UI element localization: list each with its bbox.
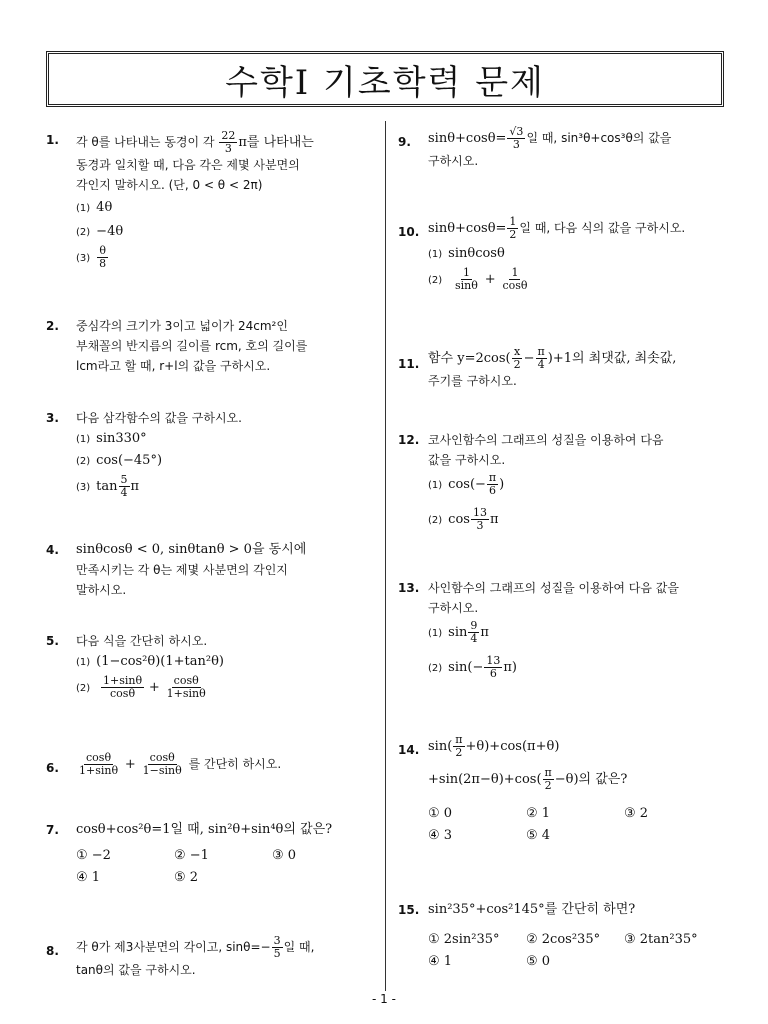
answer-choices — [428, 804, 728, 846]
question-text: 구하시오. — [428, 601, 479, 615]
subquestion: sinθcosθ — [448, 246, 505, 261]
question-10: 10. sinθ+cosθ= $\frac{1}{2}$ 일 때, 다음 식의 값을 구하시오. (1) sinθcosθ (2) $\frac{1}{\sin\theta}$ + $\frac{1}{\cos\theta}$ — [398, 215, 686, 292]
question-text: 각 θ가 제3사분면의 각이고, sinθ=− — [76, 940, 271, 954]
question-number: 15. — [398, 903, 420, 917]
subquestion: −4θ — [96, 224, 124, 239]
fraction: $\frac{1}{\sin\theta}$ — [455, 266, 478, 292]
choice[interactable]: ② 2cos²35° — [526, 932, 601, 947]
question-number: 9. — [398, 135, 411, 149]
fraction: $\frac{1}{2}$ — [509, 215, 517, 241]
subquestion: sin330° — [96, 431, 147, 446]
question-text: 중심각의 크기가 3이고 넓이가 24cm²인 — [76, 319, 288, 333]
choice[interactable]: ⑤ 4 — [526, 828, 551, 843]
question-number: 6. — [46, 761, 59, 775]
question-text: 주기를 구하시오. — [428, 374, 517, 388]
question-text: 동경과 일치할 때, 다음 각은 제몇 사분면의 — [76, 158, 300, 172]
question-text: 다음 식을 간단히 하시오. — [76, 634, 208, 648]
question-text: 만족시키는 각 θ는 제몇 사분면의 각인지 — [76, 563, 288, 577]
question-text: 부채꼴의 반지름의 길이를 rcm, 호의 길이를 — [76, 339, 308, 353]
question-number: 10. — [398, 225, 420, 239]
question-text: sin²35°+cos²145°를 간단히 하면? — [428, 902, 636, 917]
question-number: 7. — [46, 823, 59, 837]
page-number: - 1 - — [372, 992, 396, 1006]
subquestion: 4θ — [96, 200, 113, 215]
subquestion: (1−cos²θ)(1+tan²θ) — [96, 654, 224, 669]
question-12: 12. 코사인함수의 그래프의 성질을 이용하여 다음 값을 구하시오. (1) cos(− $\frac{\pi}{6}$ ) (2) cos $\frac{13}{3}$ π — [398, 430, 728, 532]
fraction: $\frac{√3}{3}$ — [509, 125, 524, 151]
fraction: $\frac{\cos\theta}{1+\sin\theta}$ — [79, 751, 119, 777]
question-text: 를 간단히 하시오. — [188, 757, 282, 771]
choice[interactable]: ① 0 — [428, 806, 453, 821]
question-number: 4. — [46, 543, 59, 557]
question-text: 일 때, 다음 식의 값을 구하시오. — [519, 221, 686, 235]
question-text: 코사인함수의 그래프의 성질을 이용하여 다음 — [428, 433, 664, 447]
question-text: 말하시오. — [76, 583, 127, 597]
subquestion: $\frac{\theta}{8}$ — [99, 244, 107, 270]
question-text: sinθcosθ < 0, sinθtanθ > 0을 동시에 — [76, 542, 307, 557]
choice[interactable]: ② 1 — [526, 806, 551, 821]
question-number: 5. — [46, 634, 59, 648]
question-number: 14. — [398, 743, 420, 757]
question-text: 구하시오. — [428, 154, 479, 168]
fraction: $\frac{3}{5}$ — [273, 934, 281, 960]
question-text: 사인함수의 그래프의 성질을 이용하여 다음 값을 — [428, 581, 679, 595]
question-4 — [46, 540, 376, 600]
choice[interactable]: ② −1 — [174, 848, 209, 863]
question-text: 일 때, sin³θ+cos³θ의 값을 — [526, 131, 672, 145]
answer-choices — [76, 846, 376, 888]
page-title: 수학Ⅰ 기초학력 문제 — [225, 62, 545, 103]
fraction: $\frac{\cos\theta}{1-\sin\theta}$ — [142, 751, 182, 777]
choice[interactable]: ① −2 — [76, 848, 111, 863]
question-text: 값을 구하시오. — [428, 453, 506, 467]
choice[interactable]: ③ 0 — [272, 848, 297, 863]
question-5: 5. 다음 식을 간단히 하시오. (1) (1−cos²θ)(1+tan²θ) (2) $\frac{1+\sin\theta}{\cos\theta}$ + $\frac{\cos\theta}{1+\sin\theta}$ — [46, 631, 376, 700]
question-text: −θ)의 값은? — [554, 772, 628, 787]
question-11: 11. 함수 y=2cos( $\frac{x}{2}$ − $\frac{\pi}{4}$ )+1의 최댓값, 최솟값, 주기를 구하시오. — [398, 346, 728, 391]
question-1: 1. 각 θ를 나타내는 동경이 각 $\frac{22}{3}$ π를 나타내는 동경과 일치할 때, 다음 각은 제몇 사분면의 각인지 말하시오. (단, 0 < θ < 2π) (1) 4θ (2) −4θ (3) $\frac{\theta}{8}$ — [46, 130, 376, 270]
question-2 — [46, 316, 376, 376]
choice[interactable]: ④ 1 — [76, 870, 101, 885]
subquestion: $\frac{13}{6}$ — [486, 654, 501, 680]
question-3: 3. 다음 삼각함수의 값을 구하시오. (1) sin330° (2) cos(−45°) (3) tan $\frac{5}{4}$ π — [46, 408, 376, 499]
choice[interactable]: ① 2sin²35° — [428, 932, 500, 947]
question-text: +θ)+cos(π+θ) — [465, 739, 560, 754]
question-text: 일 때, — [283, 940, 315, 954]
question-text: sinθ+cosθ= — [428, 221, 507, 236]
question-text: 함수 y=2cos( — [428, 351, 511, 366]
title-box — [46, 51, 724, 107]
subquestion: $\frac{\pi}{6}$ — [488, 471, 497, 497]
subquestion: $\frac{9}{4}$ — [470, 619, 478, 645]
question-text: lcm라고 할 때, r+l의 값을 구하시오. — [76, 359, 271, 373]
fraction: $\frac{1}{\cos\theta}$ — [502, 266, 528, 292]
question-14: 14. sin( $\frac{\pi}{2}$ +θ)+cos(π+θ) +sin(2π−θ)+cos( $\frac{\pi}{2}$ −θ)의 값은? ① 0 ② 1 ③ 2 ④ 3 ⑤ 4 — [398, 734, 728, 846]
choice[interactable]: ④ 1 — [428, 954, 453, 969]
question-6: 6. $\frac{\cos\theta}{1+\sin\theta}$ + $\frac{\cos\theta}{1-\sin\theta}$ 를 간단히 하시오. — [46, 751, 282, 777]
choice[interactable]: ⑤ 2 — [174, 870, 199, 885]
question-number: 11. — [398, 357, 420, 371]
column-divider — [385, 121, 386, 991]
question-number: 2. — [46, 319, 59, 333]
question-8 — [46, 935, 376, 980]
fraction: $\frac{x}{2}$ — [513, 345, 521, 371]
question-13: 13. 사인함수의 그래프의 성질을 이용하여 다음 값을 구하시오. (1) sin $\frac{9}{4}$ π (2) sin(− $\frac{13}{6}$ π) — [398, 578, 728, 680]
question-number: 3. — [46, 411, 59, 425]
question-7 — [46, 820, 376, 888]
question-text: sinθ+cosθ= — [428, 131, 507, 146]
fraction: $\frac{\pi}{2}$ — [544, 766, 552, 792]
choice[interactable]: ⑤ 0 — [526, 954, 551, 969]
question-number: 1. — [46, 133, 59, 147]
choice[interactable]: ③ 2 — [624, 806, 649, 821]
question-text: )+1의 최댓값, 최솟값, — [547, 351, 677, 366]
subquestion: $\frac{5}{4}$ — [120, 473, 128, 499]
question-9 — [398, 126, 728, 171]
fraction: $\frac{22}{3}$ — [221, 129, 236, 155]
question-15 — [398, 900, 728, 972]
subquestion: $\frac{13}{3}$ — [472, 506, 487, 532]
question-text: tanθ의 값을 구하시오. — [76, 963, 196, 977]
subquestion: cos(−45°) — [96, 453, 163, 468]
fraction: $\frac{\pi}{2}$ — [455, 733, 463, 759]
question-text: π를 나타내는 — [238, 135, 314, 150]
fraction: $\frac{1+\sin\theta}{\cos\theta}$ — [103, 674, 143, 700]
question-text: 다음 삼각함수의 값을 구하시오. — [76, 411, 242, 425]
fraction: $\frac{\cos\theta}{1+\sin\theta}$ — [166, 674, 206, 700]
choice[interactable]: ③ 2tan²35° — [624, 932, 698, 947]
question-text: 각인지 말하시오. (단, 0 < θ < 2π) — [76, 178, 263, 192]
question-text: 각 θ를 나타내는 동경이 각 — [76, 135, 215, 149]
question-text: cosθ+cos²θ=1일 때, sin²θ+sin⁴θ의 값은? — [76, 822, 333, 837]
fraction: $\frac{\pi}{4}$ — [537, 345, 545, 371]
choice[interactable]: ④ 3 — [428, 828, 453, 843]
question-number: 12. — [398, 433, 420, 447]
question-number: 8. — [46, 944, 59, 958]
answer-choices — [428, 930, 728, 972]
question-number: 13. — [398, 581, 420, 595]
